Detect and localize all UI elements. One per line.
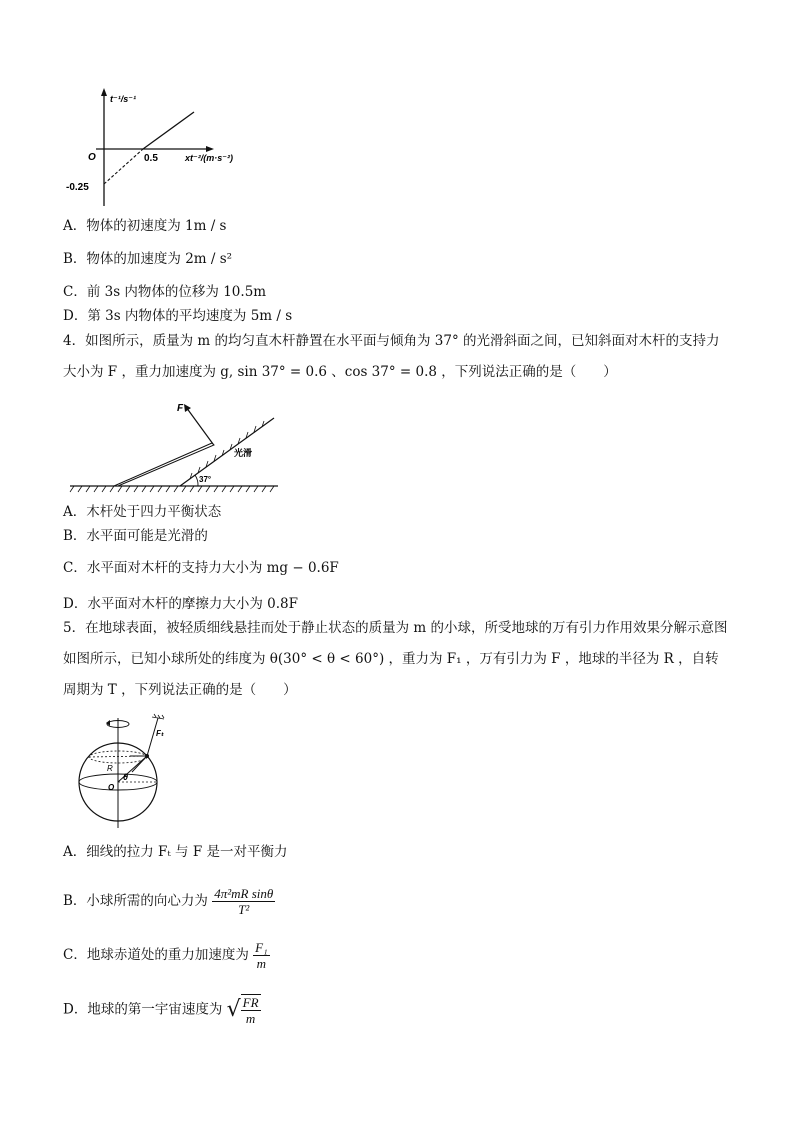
tension-label: Fₜ xyxy=(156,729,164,738)
radical-sign: √ xyxy=(226,997,241,1022)
q5-option-d[interactable] xyxy=(63,994,261,1026)
surface-label: 光滑 xyxy=(234,448,253,458)
q5-option-d-numerator: FR xyxy=(242,995,259,1010)
q5-stem: 5．在地球表面，被轻质细线悬挂而处于静止状态的质量为 m 的小球，所受地球的万有引力作用效果分解示意图如图所示，已知小球所处的纬度为 θ(30° < θ < 60°) ，重力为 F₁ ，万有引力为 F ，地球的半径为 R ，自转周期为 T ，下列说法正确的是（ ） xyxy=(63,620,728,698)
q3-graph xyxy=(60,86,260,208)
force-arrowhead xyxy=(184,404,191,412)
y-intercept-label: -0.25 xyxy=(66,182,89,193)
q5-option-c-numerator: F₁ xyxy=(255,940,268,955)
angle-label: 37° xyxy=(199,475,212,484)
q5-option-b-prefix: B．小球所需的向心力为 xyxy=(63,893,208,909)
y-axis-arrow xyxy=(101,88,107,96)
ground-hatching xyxy=(70,486,274,492)
angle-label: θ xyxy=(123,772,129,782)
x-intercept-label: 0.5 xyxy=(144,153,158,164)
q4-option-c[interactable]: C．水平面对木杆的支持力大小为 mg − 0.6F xyxy=(63,560,339,576)
q5-option-c[interactable] xyxy=(63,940,270,971)
q5-option-d-prefix: D．地球的第一宇宙速度为 xyxy=(63,1001,223,1018)
q4-option-d[interactable]: D．水平面对木杆的摩擦力大小为 0.8F xyxy=(63,596,298,612)
q5-option-c-denominator: m xyxy=(256,956,267,971)
gravity-vector xyxy=(132,756,147,772)
x-axis-label: xt⁻²/(m·s⁻²) xyxy=(185,153,233,163)
data-line xyxy=(143,112,194,149)
dashed-extrapolation xyxy=(104,149,143,184)
q4-option-a[interactable]: A．木杆处于四力平衡状态 xyxy=(63,504,222,520)
q3-option-a[interactable]: A．物体的初速度为 1m / s xyxy=(63,218,227,234)
x-axis-arrow xyxy=(206,146,214,152)
ceiling-hatching xyxy=(152,714,164,719)
q5-option-b-fraction xyxy=(212,886,275,917)
q5-option-b-numerator: 4π²mR sinθ xyxy=(214,886,274,901)
force-arrow xyxy=(186,407,213,444)
force-label: F xyxy=(177,403,184,414)
origin-label: O xyxy=(88,152,96,163)
q3-option-b[interactable]: B．物体的加速度为 2m / s² xyxy=(63,251,233,267)
angle-arc xyxy=(195,475,198,486)
q5-option-a[interactable]: A．细线的拉力 Fₜ 与 F 是一对平衡力 xyxy=(63,844,288,860)
q5-option-d-denominator: m xyxy=(245,1011,256,1026)
q4-figure xyxy=(66,396,282,494)
y-axis-label: t⁻¹/s⁻¹ xyxy=(110,94,136,104)
q3-option-d[interactable]: D．第 3s 内物体的平均速度为 5m / s xyxy=(63,308,293,324)
ball xyxy=(145,754,149,758)
center-label: O xyxy=(108,783,115,792)
q5-option-b[interactable] xyxy=(63,886,275,917)
radius-label: R xyxy=(107,764,113,773)
q5-option-b-denominator: T² xyxy=(238,902,250,917)
q5-option-c-fraction xyxy=(253,940,269,971)
q3-option-c[interactable]: C．前 3s 内物体的位移为 10.5m xyxy=(63,284,267,300)
q4-option-b[interactable]: B．水平面可能是光滑的 xyxy=(63,528,208,544)
q5-option-d-fraction xyxy=(241,994,261,1026)
q4-stem: 4．如图所示，质量为 m 的均匀直木杆静置在水平面与倾角为 37° 的光滑斜面之间，已知斜面对木杆的支持力大小为 F ，重力加速度为 g, sin 37° = 0.6 、cos 37° = 0.8 ，下列说法正确的是（ ） xyxy=(63,333,720,380)
q5-option-c-prefix: C．地球赤道处的重力加速度为 xyxy=(63,947,249,963)
q5-earth-figure xyxy=(72,712,180,828)
